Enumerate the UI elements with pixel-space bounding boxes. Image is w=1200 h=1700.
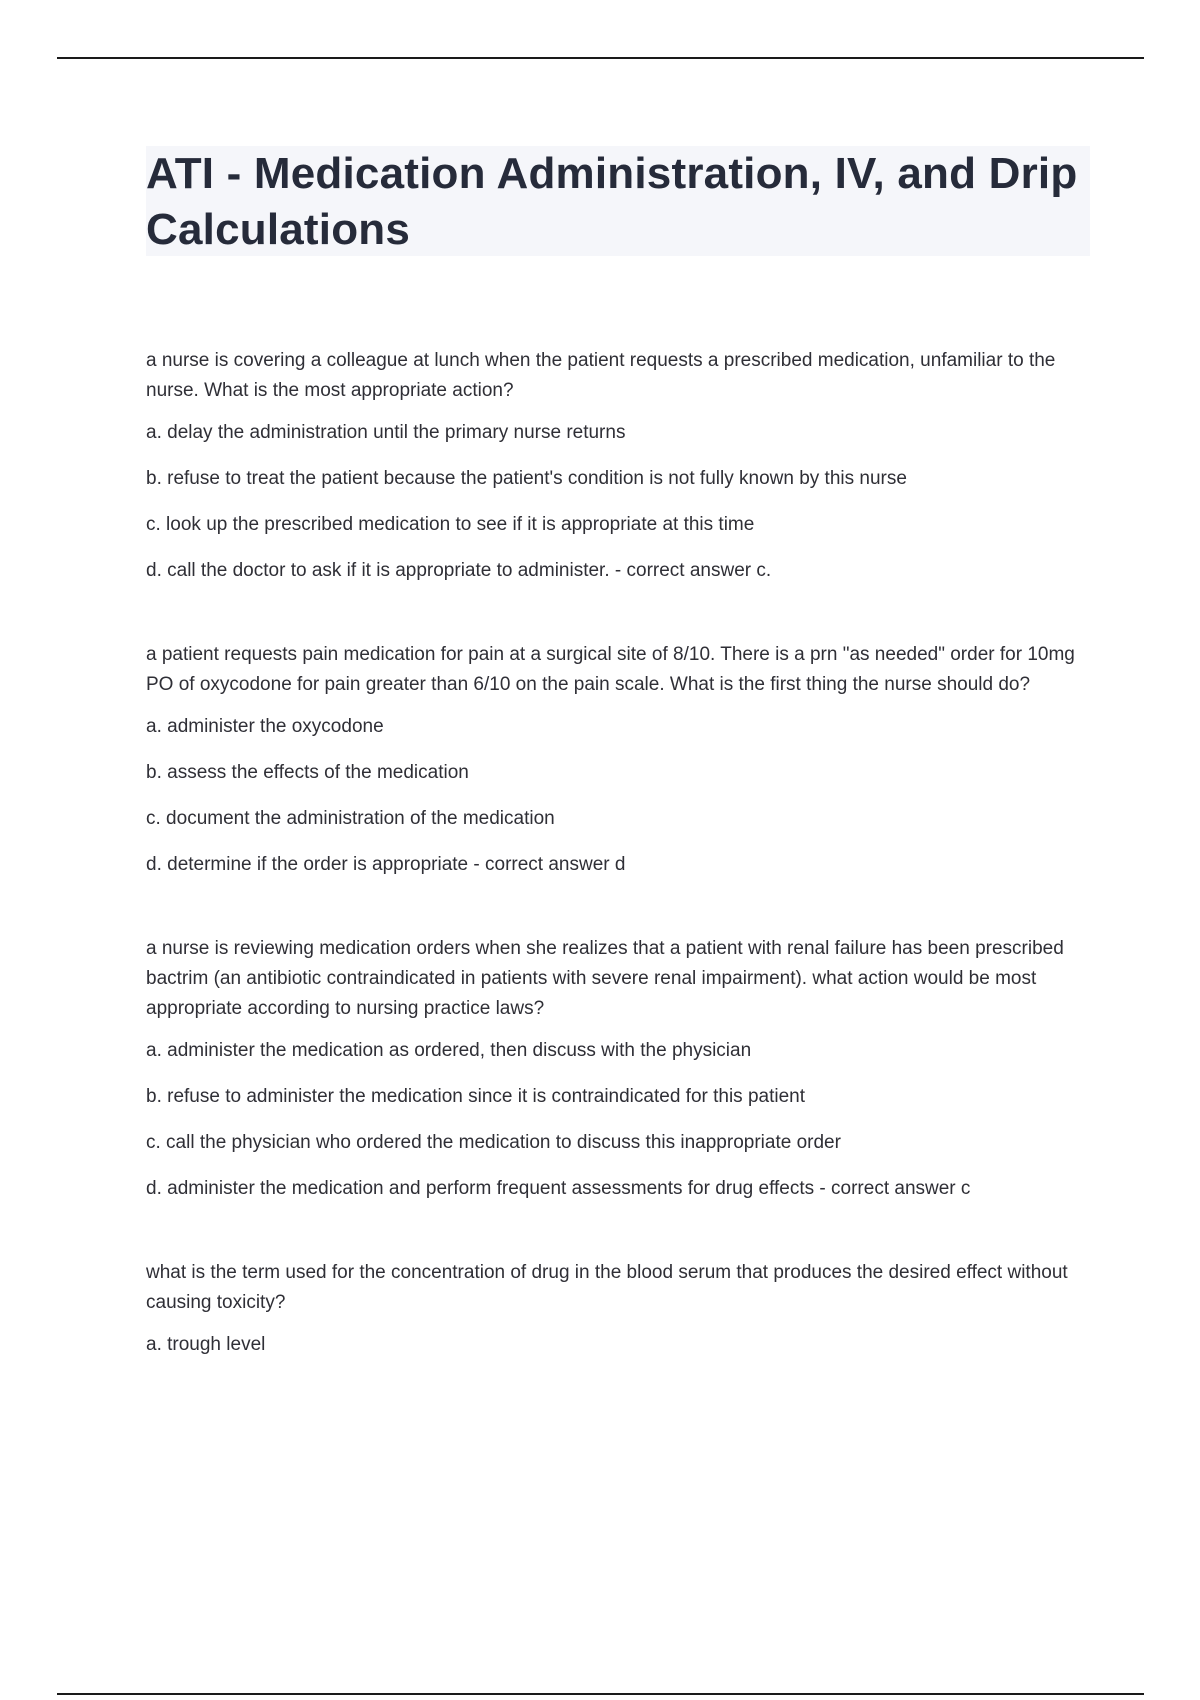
- document-title: ATI - Medication Administration, IV, and Drip Calculations: [146, 149, 1078, 254]
- question-block: [146, 1258, 1090, 1360]
- footer-rule: [57, 1693, 1144, 1695]
- answer-option: c. call the physician who ordered the medication to discuss this inappropriate order: [146, 1132, 841, 1153]
- header-rule: [57, 57, 1144, 59]
- question-text: what is the term used for the concentration of drug in the blood serum that produces the desired effect without causing toxicity?: [146, 1262, 1068, 1313]
- answer-option: b. refuse to administer the medication since it is contraindicated for this patient: [146, 1086, 806, 1107]
- answer-option: a. delay the administration until the primary nurse returns: [146, 422, 626, 443]
- answer-option: d. administer the medication and perform frequent assessments for drug effects - correct answer c: [146, 1178, 971, 1199]
- answer-option: c. document the administration of the medication: [146, 808, 555, 829]
- answer-option: b. assess the effects of the medication: [146, 762, 469, 783]
- answer-option: d. determine if the order is appropriate - correct answer d: [146, 854, 626, 875]
- title-block: [146, 146, 1090, 256]
- answer-option: a. administer the oxycodone: [146, 716, 384, 737]
- answer-option: b. refuse to treat the patient because the patient's condition is not fully known by this nurse: [146, 468, 907, 489]
- answer-option: a. trough level: [146, 1334, 266, 1355]
- question-text: a nurse is covering a colleague at lunch when the patient requests a prescribed medication, unfamiliar to the nurse. What is the most appropriate action?: [146, 350, 1056, 401]
- document-body: [146, 346, 1090, 1414]
- question-block: [146, 934, 1090, 1204]
- question-text: a nurse is reviewing medication orders when she realizes that a patient with renal failure has been prescribed bactrim (an antibiotic contraindicated in patients with severe renal impairment). what action would be most appropriate according to nursing practice laws?: [146, 938, 1064, 1019]
- answer-option: d. call the doctor to ask if it is appropriate to administer. - correct answer c.: [146, 560, 772, 581]
- answer-option: a. administer the medication as ordered, then discuss with the physician: [146, 1040, 752, 1061]
- question-block: [146, 640, 1090, 880]
- answer-option: c. look up the prescribed medication to see if it is appropriate at this time: [146, 514, 755, 535]
- question-block: [146, 346, 1090, 586]
- question-text: a patient requests pain medication for pain at a surgical site of 8/10. There is a prn "as needed" order for 10mg PO of oxycodone for pain greater than 6/10 on the pain scale. What is the first thing the nurse should do?: [146, 644, 1075, 695]
